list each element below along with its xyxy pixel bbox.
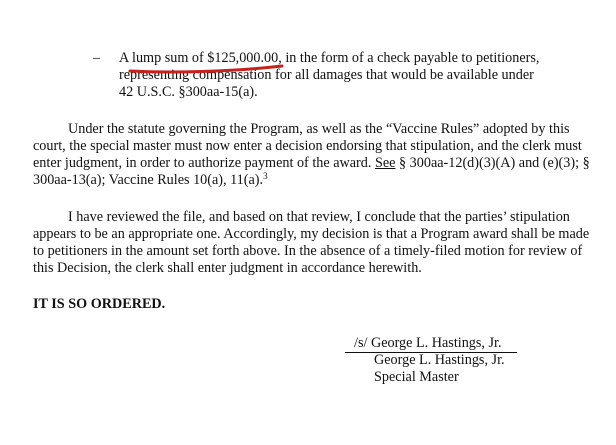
para1-line-4-text: 300aa-13(a); Vaccine Rules 10(a), 11(a). <box>33 172 264 188</box>
signer-name: George L. Hastings, Jr. <box>374 352 505 368</box>
para1-line-3-post: § 300aa-12(d)(3)(A) and (e)(3); § <box>395 155 590 171</box>
para2-line-3: to petitioners in the amount set forth above. In the absence of a timely-filed motion for review of <box>33 243 583 259</box>
bullet-line-2: representing compensation for all damages that would be available under <box>119 67 534 83</box>
para2-line-1: I have reviewed the file, and based on that review, I conclude that the parties’ stipulation <box>68 209 570 225</box>
bullet-text-post: , in the form of a check payable to petitioners, <box>278 50 540 66</box>
highlighted-amount: lump sum of $125,000.00 <box>132 50 279 66</box>
para1-line-2: court, the special master must now enter a decision endorsing that stipulation, and the clerk must <box>33 138 582 154</box>
see-citation-signal: See <box>374 155 396 171</box>
para2-line-4: this Decision, the clerk shall enter judgment in accordance herewith. <box>33 260 422 276</box>
signature-line: /s/ George L. Hastings, Jr. <box>354 335 502 351</box>
bullet-line-1 <box>119 50 539 67</box>
bullet-line-3: 42 U.S.C. §300aa-15(a). <box>119 84 258 100</box>
para1-line-4 <box>33 172 268 189</box>
para1-line-3-pre: enter judgment, in order to authorize payment of the award. <box>33 155 375 171</box>
order-statement: IT IS SO ORDERED. <box>33 296 166 312</box>
signer-title: Special Master <box>374 369 459 385</box>
para1-line-3 <box>33 155 590 172</box>
para2-line-2: appears to be an appropriate one. Accordingly, my decision is that a Program award shall be made <box>33 226 590 242</box>
para1-line-1: Under the statute governing the Program, as well as the “Vaccine Rules” adopted by this <box>68 121 570 137</box>
footnote-marker[interactable]: 3 <box>263 171 268 181</box>
bullet-text-pre: A <box>119 50 133 66</box>
list-dash: – <box>93 50 101 66</box>
